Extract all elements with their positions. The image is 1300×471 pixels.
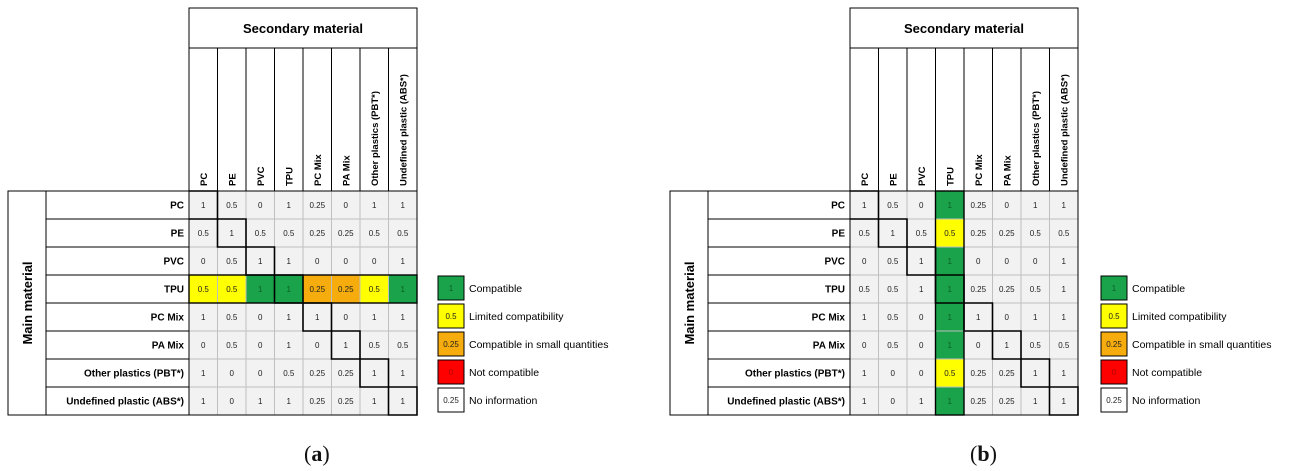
column-label-pe: PE [888,173,900,186]
main-material-label: Main material [20,261,35,345]
matrix-panel-a [0,0,650,440]
cell-value: 0.5 [368,229,380,238]
cell-value: 0 [1033,257,1038,266]
column-label-pa-mix: PA Mix [341,155,353,186]
row-header-cell [708,191,850,219]
cell-value: 0.25 [309,397,326,406]
column-label-pc-mix: PC Mix [973,154,985,186]
cell-value: 0 [258,369,263,378]
cell-value: 0.5 [226,313,238,322]
cell-value: 0.5 [368,285,380,294]
legend-label-yellow: Limited compatibility [1132,311,1227,323]
cell-value: 0.25 [998,397,1015,406]
cell-value: 1 [258,285,263,294]
cell-value: 0 [229,369,234,378]
cell-value: 0 [229,397,234,406]
cell-value: 1 [229,229,234,238]
cell-value: 1 [286,257,291,266]
cell-value: 0.5 [226,201,238,210]
cell-value: 0 [315,341,320,350]
cell-value: 1 [947,201,952,210]
cell-value: 0.5 [397,229,409,238]
row-label-pa-mix: PA Mix [812,340,845,352]
column-label-pc: PC [859,172,871,186]
row-header-cell [708,219,850,247]
cell-value: 0.25 [970,369,987,378]
cell-value: 0 [919,341,924,350]
cell-value: 0 [919,313,924,322]
cell-value: 0.5 [226,341,238,350]
cell-value: 0.5 [368,341,380,350]
cell-value: 1 [286,285,291,294]
cell-value: 1 [862,397,867,406]
cell-value: 0.5 [887,285,899,294]
cell-value: 0.5 [1029,285,1041,294]
cell-value: 0.25 [970,397,987,406]
cell-value: 1 [372,369,377,378]
cell-value: 0.25 [998,285,1015,294]
cell-value: 1 [400,369,405,378]
column-label-undefined: Undefined plastic (ABS*) [1059,74,1071,186]
cell-value: 1 [1061,313,1066,322]
column-label-pc-mix: PC Mix [312,154,324,186]
cell-value: 0.5 [858,285,870,294]
column-label-other: Other plastics (PBT*) [369,90,381,186]
column-label-pa-mix: PA Mix [1002,155,1014,186]
cell-value: 0.5 [197,229,209,238]
cell-value: 1 [315,313,320,322]
column-label-undefined: Undefined plastic (ABS*) [398,74,410,186]
cell-value: 0.25 [337,285,354,294]
cell-value: 1 [1061,369,1066,378]
column-header-cell [850,48,879,191]
legend-value-orange: 0.25 [443,340,459,349]
cell-value: 1 [372,397,377,406]
legend-value-info: 0.25 [1106,396,1122,405]
cell-value: 0.5 [858,229,870,238]
cell-value: 1 [1033,397,1038,406]
cell-value: 1 [1033,313,1038,322]
cell-value: 1 [1061,201,1066,210]
cell-value: 1 [372,313,377,322]
cell-value: 0.5 [226,285,238,294]
cell-value: 1 [919,397,924,406]
row-label-other: Other plastics (PBT*) [83,368,184,380]
cell-value: 0.5 [283,369,295,378]
cell-value: 0.25 [998,369,1015,378]
legend-value-orange: 0.25 [1106,340,1122,349]
caption-b-letter: b [977,441,990,466]
cell-value: 0.25 [998,229,1015,238]
legend-label-yellow: Limited compatibility [469,311,564,323]
cell-value: 1 [400,313,405,322]
cell-value: 1 [286,313,291,322]
column-label-tpu: TPU [945,167,957,186]
cell-value: 0.5 [254,229,266,238]
column-label-pe: PE [227,173,239,186]
cell-value: 1 [947,257,952,266]
cell-value: 1 [201,397,206,406]
row-label-undefined: Undefined plastic (ABS*) [727,396,845,408]
cell-value: 0 [1004,257,1009,266]
cell-value: 1 [1004,341,1009,350]
cell-value: 1 [400,257,405,266]
cell-value: 0.25 [309,369,326,378]
row-label-pe: PE [831,228,845,240]
row-label-pc-mix: PC Mix [811,312,845,324]
cell-value: 1 [201,369,206,378]
column-header-cell [879,48,908,191]
row-label-other: Other plastics (PBT*) [744,368,845,380]
row-label-pvc: PVC [163,256,184,268]
cell-value: 0.25 [337,397,354,406]
cell-value: 0.5 [397,341,409,350]
cell-value: 1 [976,313,981,322]
cell-value: 0.5 [1058,229,1070,238]
cell-value: 1 [1033,369,1038,378]
row-label-pc-mix: PC Mix [150,312,184,324]
cell-value: 0 [976,341,981,350]
cell-value: 0.5 [1058,341,1070,350]
legend-value-red: 0 [448,368,454,377]
cell-value: 1 [258,257,263,266]
cell-value: 1 [862,369,867,378]
cell-value: 0.5 [197,285,209,294]
cell-value: 0.25 [337,229,354,238]
cell-value: 1 [890,229,895,238]
row-header-cell [46,191,189,219]
legend-label-green: Compatible [469,283,523,295]
cell-value: 1 [286,201,291,210]
cell-value: 0.25 [337,369,354,378]
cell-value: 0.25 [970,229,987,238]
caption-a-letter: a [311,441,323,466]
cell-value: 0 [343,257,348,266]
secondary-material-header: Secondary material [904,21,1024,36]
cell-value: 0 [258,341,263,350]
legend-value-yellow: 0.5 [1108,312,1120,321]
caption-b: (b) [970,441,997,466]
cell-value: 0 [919,201,924,210]
legend-label-red: Not compatible [469,367,540,379]
cell-value: 1 [919,285,924,294]
cell-value: 0 [315,257,320,266]
cell-value: 1 [286,397,291,406]
legend-label-orange: Compatible in small quantities [469,339,609,351]
cell-value: 0 [372,257,377,266]
cell-value: 1 [201,313,206,322]
cell-value: 0.5 [887,341,899,350]
cell-value: 0.5 [887,313,899,322]
row-label-undefined: Undefined plastic (ABS*) [66,396,184,408]
column-label-other: Other plastics (PBT*) [1030,90,1042,186]
column-header-cell [189,48,218,191]
cell-value: 0.5 [1029,341,1041,350]
column-label-pc: PC [198,172,210,186]
cell-value: 0.5 [226,257,238,266]
cell-value: 0 [201,257,206,266]
cell-value: 1 [343,341,348,350]
legend-label-green: Compatible [1132,283,1186,295]
cell-value: 0 [343,313,348,322]
column-label-pvc: PVC [916,166,928,186]
cell-value: 1 [372,201,377,210]
cell-value: 1 [947,397,952,406]
cell-value: 0.25 [309,201,326,210]
legend-value-red: 0 [1111,368,1117,377]
cell-value: 0 [890,397,895,406]
legend-label-info: No information [469,395,538,407]
cell-value: 0.5 [944,229,956,238]
column-header-cell [218,48,247,191]
cell-value: 0 [258,313,263,322]
row-label-tpu: TPU [164,284,184,296]
legend-value-yellow: 0.5 [445,312,457,321]
secondary-material-header: Secondary material [243,21,363,36]
legend-value-green: 1 [1111,284,1117,293]
legend-label-orange: Compatible in small quantities [1132,339,1272,351]
cell-value: 0.25 [970,201,987,210]
cell-value: 1 [400,201,405,210]
cell-value: 0.5 [283,229,295,238]
cell-value: 0 [862,341,867,350]
row-label-pvc: PVC [824,256,845,268]
cell-value: 1 [1061,397,1066,406]
cell-value: 1 [201,201,206,210]
row-label-pc: PC [170,200,184,212]
legend-label-red: Not compatible [1132,367,1203,379]
cell-value: 1 [400,285,405,294]
cell-value: 1 [258,397,263,406]
cell-value: 0.5 [915,229,927,238]
cell-value: 0.5 [1029,229,1041,238]
cell-value: 0 [1004,201,1009,210]
cell-value: 1 [862,201,867,210]
legend-label-info: No information [1132,395,1201,407]
cell-value: 0.25 [309,285,326,294]
cell-value: 1 [862,313,867,322]
cell-value: 1 [947,341,952,350]
row-label-pa-mix: PA Mix [151,340,184,352]
cell-value: 1 [1061,285,1066,294]
legend-value-info: 0.25 [443,396,459,405]
cell-value: 0 [919,369,924,378]
cell-value: 1 [1033,201,1038,210]
main-material-label: Main material [682,261,697,345]
column-label-tpu: TPU [284,167,296,186]
cell-value: 0 [201,341,206,350]
cell-value: 0 [976,257,981,266]
caption-a: (a) [304,441,330,466]
cell-value: 0 [343,201,348,210]
cell-value: 0.5 [887,201,899,210]
cell-value: 0 [1004,313,1009,322]
row-label-pe: PE [170,228,184,240]
cell-value: 0.25 [309,229,326,238]
cell-value: 1 [947,285,952,294]
cell-value: 0.25 [970,285,987,294]
cell-value: 0.5 [944,369,956,378]
cell-value: 0 [258,201,263,210]
cell-value: 1 [400,397,405,406]
row-label-tpu: TPU [825,284,845,296]
legend-value-green: 1 [448,284,454,293]
cell-value: 1 [286,341,291,350]
cell-value: 0 [862,257,867,266]
column-label-pvc: PVC [255,166,267,186]
cell-value: 1 [919,257,924,266]
matrix-panel-b [660,0,1300,440]
cell-value: 1 [947,313,952,322]
cell-value: 0 [890,369,895,378]
row-label-pc: PC [831,200,845,212]
cell-value: 1 [1061,257,1066,266]
row-header-cell [46,219,189,247]
cell-value: 0.5 [887,257,899,266]
